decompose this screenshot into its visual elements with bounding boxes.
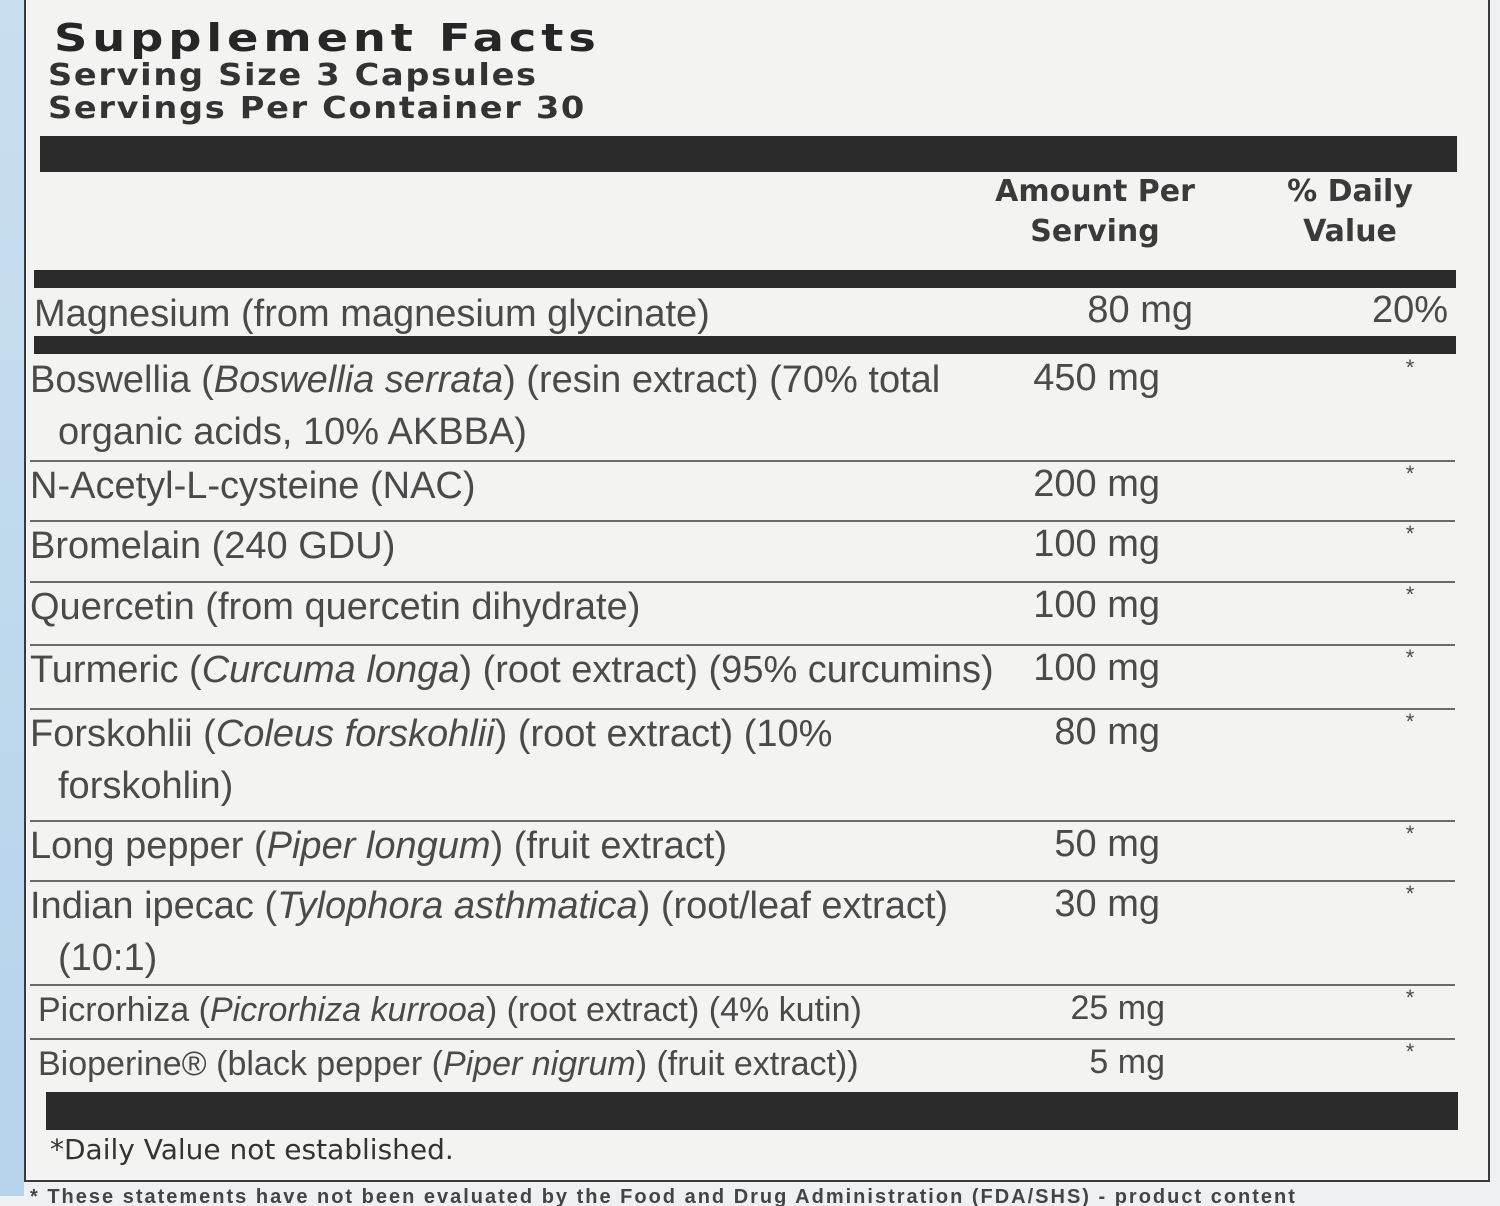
ingredient-name-pre: Long pepper ( xyxy=(30,825,267,867)
ingredient-name xyxy=(30,460,476,512)
ingredient-dv-asterisk: * xyxy=(1405,1039,1415,1064)
dv-header xyxy=(1270,172,1430,252)
ingredient-name xyxy=(30,820,727,872)
footnote: *Daily Value not established. xyxy=(50,1133,454,1166)
amount-header-line2: Serving xyxy=(1030,214,1160,249)
ingredient-name-pre: Bioperine® (black pepper ( xyxy=(38,1045,443,1083)
ingredient-latin-name: Tylophora asthmatica xyxy=(277,885,638,927)
ingredient-name-text xyxy=(38,991,862,1029)
ingredient-name-pre: Quercetin (from quercetin dihydrate) xyxy=(30,586,641,628)
ingredient-amount: 50 mg xyxy=(1054,823,1160,865)
ingredient-name-post: ) (root/leaf extract) xyxy=(637,885,949,927)
ingredient-dv-asterisk: * xyxy=(1405,582,1415,607)
ingredient-latin-name: Curcuma longa xyxy=(201,649,460,691)
ingredient-name-post: ) (root extract) (10% xyxy=(494,713,833,755)
ingredient-name-text xyxy=(30,359,940,401)
ingredient-name xyxy=(30,880,948,984)
ingredient-latin-name: Piper nigrum xyxy=(442,1045,636,1083)
ingredient-name-pre: Picrorhiza ( xyxy=(38,991,210,1029)
ingredient-row xyxy=(30,520,1455,583)
nutrient-name: Magnesium (from magnesium glycinate) xyxy=(34,293,710,335)
ingredient-name xyxy=(30,520,395,572)
ingredient-name xyxy=(30,644,994,696)
ingredient-name-text xyxy=(30,713,832,755)
ingredient-name-post: ) (fruit extract)) xyxy=(635,1045,859,1083)
ingredient-name-text xyxy=(30,525,395,567)
divider-header xyxy=(34,270,1456,288)
thick-divider-top xyxy=(40,136,1457,172)
ingredient-name xyxy=(30,581,640,633)
nutrient-amount: 80 mg xyxy=(1087,289,1193,331)
serving-size: Serving Size 3 Capsules xyxy=(48,58,538,93)
ingredient-name-post: ) (root extract) (95% curcumins) xyxy=(459,649,994,691)
divider-magnesium xyxy=(34,336,1456,354)
dv-header-line2: Value xyxy=(1303,214,1397,249)
ingredient-dv-asterisk: * xyxy=(1405,355,1415,380)
ingredient-amount: 30 mg xyxy=(1054,883,1160,925)
ingredient-row xyxy=(30,460,1455,522)
ingredient-name-continuation: organic acids, 10% AKBBA) xyxy=(58,411,527,453)
ingredient-dv-asterisk: * xyxy=(1405,521,1415,546)
ingredient-name-pre: Forskohlii ( xyxy=(30,713,216,755)
ingredient-dv-asterisk: * xyxy=(1405,821,1415,846)
ingredient-amount: 5 mg xyxy=(1089,1043,1165,1081)
ingredient-name-pre: Indian ipecac ( xyxy=(30,885,278,927)
ingredient-row xyxy=(30,820,1455,882)
ingredient-row xyxy=(30,1038,1455,1092)
ingredient-amount: 450 mg xyxy=(1033,357,1160,399)
ingredient-name xyxy=(38,1038,859,1090)
ingredient-name-continuation: forskohlin) xyxy=(58,765,234,807)
ingredient-name-text xyxy=(30,649,994,691)
ingredient-name-post: ) (fruit extract) xyxy=(490,825,728,867)
ingredient-dv-asterisk: * xyxy=(1405,985,1415,1010)
ingredient-name-text xyxy=(38,1045,859,1083)
thick-divider-bottom xyxy=(46,1092,1458,1130)
ingredient-latin-name: Coleus forskohlii xyxy=(215,713,495,755)
ingredient-amount: 25 mg xyxy=(1070,989,1165,1027)
ingredient-name-text xyxy=(30,586,640,628)
ingredient-name-pre: Boswellia ( xyxy=(30,359,214,401)
amount-header-line1: Amount Per xyxy=(995,174,1195,209)
ingredient-row xyxy=(30,708,1455,822)
ingredient-name-post: ) (resin extract) (70% total xyxy=(503,359,941,401)
ingredient-name xyxy=(38,984,862,1036)
ingredient-name xyxy=(30,708,832,812)
ingredient-dv-asterisk: * xyxy=(1405,461,1415,486)
ingredient-name-pre: Turmeric ( xyxy=(30,649,202,691)
ingredient-latin-name: Piper longum xyxy=(266,825,491,867)
ingredient-row xyxy=(30,581,1455,646)
ingredient-amount: 100 mg xyxy=(1033,647,1160,689)
ingredient-dv-asterisk: * xyxy=(1405,881,1415,906)
ingredient-dv-asterisk: * xyxy=(1405,645,1415,670)
ingredient-row xyxy=(30,354,1455,462)
dv-header-line1: % Daily xyxy=(1287,174,1413,209)
ingredient-name-text xyxy=(30,465,476,507)
cropped-bottom-text: * These statements have not been evaluated by the Food and Drug Administration (FDA/SHS) - product content xyxy=(30,1186,1297,1206)
ingredient-amount: 100 mg xyxy=(1033,523,1160,565)
ingredient-name-text xyxy=(30,825,727,867)
amount-header xyxy=(975,172,1215,252)
ingredient-amount: 200 mg xyxy=(1033,463,1160,505)
ingredient-name-pre: N-Acetyl-L-cysteine (NAC) xyxy=(30,465,476,507)
ingredient-latin-name: Picrorhiza kurrooa xyxy=(209,991,486,1029)
ingredient-name-post: ) (root extract) (4% kutin) xyxy=(485,991,862,1029)
ingredient-latin-name: Boswellia serrata xyxy=(213,359,504,401)
nutrient-row-magnesium xyxy=(30,290,1455,338)
ingredient-row xyxy=(30,880,1455,986)
ingredient-name-continuation: (10:1) xyxy=(58,937,158,979)
ingredient-dv-asterisk: * xyxy=(1405,709,1415,734)
ingredient-name xyxy=(30,354,940,458)
ingredient-name-pre: Bromelain (240 GDU) xyxy=(30,525,396,567)
panel-title: Supplement Facts xyxy=(54,16,601,60)
ingredient-amount: 100 mg xyxy=(1033,584,1160,626)
ingredient-amount: 80 mg xyxy=(1054,711,1160,753)
ingredient-name-text xyxy=(30,885,948,927)
nutrient-dv: 20% xyxy=(1371,289,1448,331)
ingredient-row xyxy=(30,984,1455,1040)
servings-per-container: Servings Per Container 30 xyxy=(48,91,586,126)
background-strip xyxy=(0,0,24,1196)
ingredient-row xyxy=(30,644,1455,710)
